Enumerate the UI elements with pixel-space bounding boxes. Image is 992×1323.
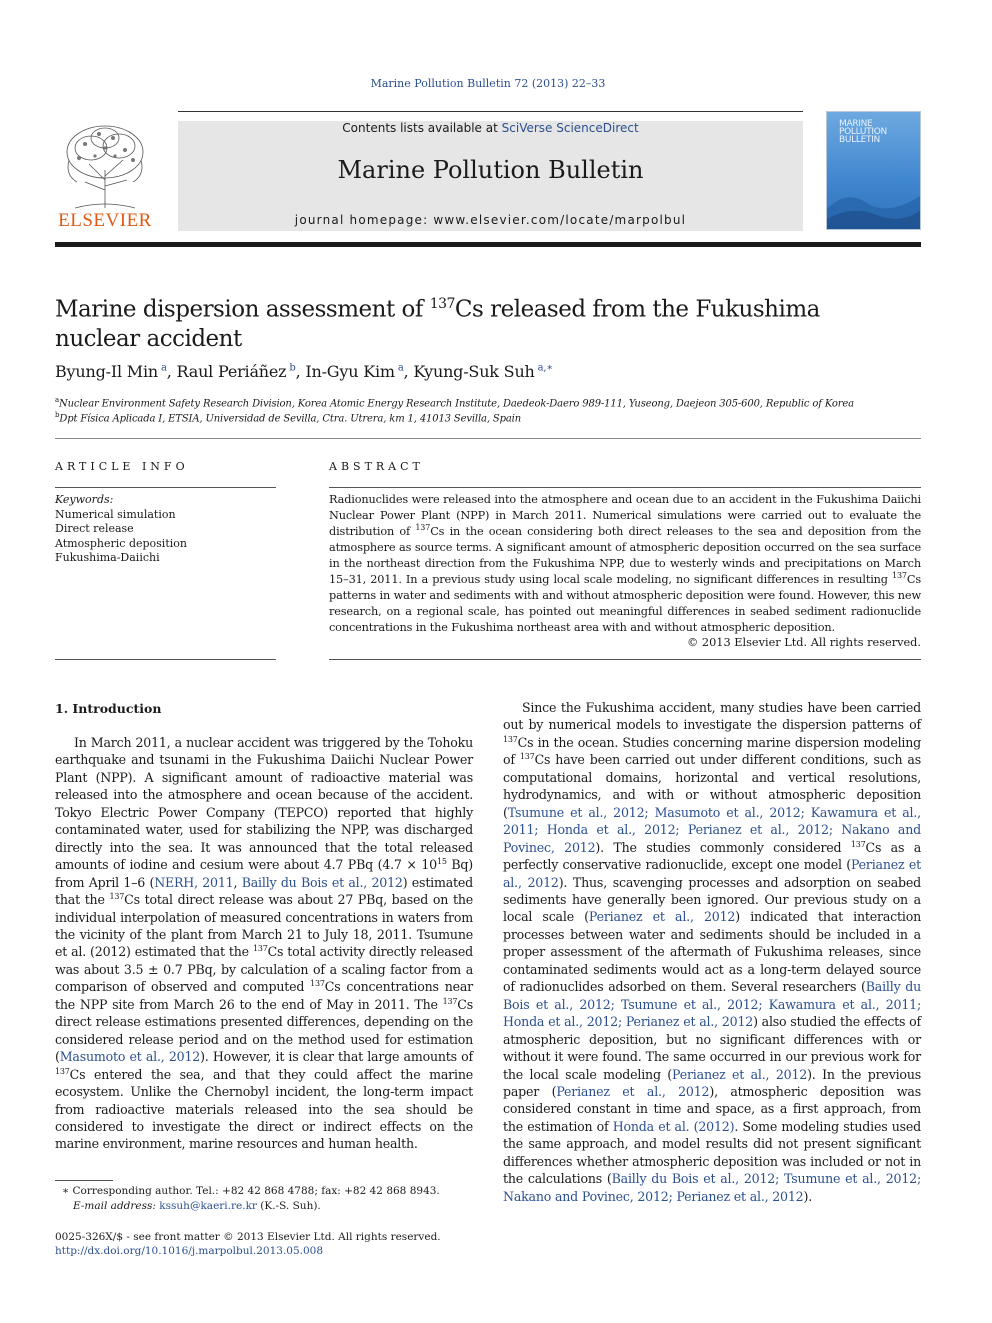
keyword: Atmospheric deposition — [55, 536, 187, 550]
author-affiliation-mark[interactable]: a — [160, 362, 167, 374]
corresponding-author-note: ∗ Corresponding author. Tel.: +82 42 868 4788; fax: +82 42 868 8943. — [62, 1185, 440, 1197]
citation-link[interactable]: Masumoto et al., 2012 — [59, 1049, 201, 1065]
section-heading-introduction: 1. Introduction — [55, 701, 162, 716]
affiliation — [55, 411, 921, 424]
article-info-rule — [55, 487, 276, 488]
header-top-rule — [178, 111, 803, 112]
keywords-label: Keywords: — [55, 493, 114, 506]
citation-link[interactable]: Bailly du Bois et al., 2012 — [241, 874, 403, 890]
citation-link[interactable]: Perianez et al., 2012 — [672, 1066, 808, 1082]
contents-line — [178, 121, 803, 135]
elsevier-logo — [55, 120, 155, 232]
citation-link[interactable]: Bailly du Bois et al., 2012; Tsumune et al., 2012; Nakano and Povinec, 2012; Perianez et al., 2012 — [503, 1171, 921, 1204]
abstract-rule — [329, 487, 921, 488]
sciencedirect-link[interactable]: SciVerse ScienceDirect — [501, 121, 639, 135]
keyword: Direct release — [55, 522, 134, 535]
author-name[interactable]: In-Gyu Kim — [305, 362, 395, 381]
header-thick-rule — [55, 242, 921, 247]
author-list: Byung-Il Min $^a$, Raul Periáñez $^b$, In-Gyu Kim $^a$, Kyung-Suk Suh $^{a,∗}$ — [55, 362, 553, 381]
publisher-name: ELSEVIER — [58, 210, 152, 231]
body-paragraph: Since the Fukushima accident, many studies have been carried out by numerical models to investigate the dispersion patterns of $^{137}$Cs in the ocean. Studies concerning marine dispersion modeling of $^{137}$Cs have been carried out under different conditions, such as computational domains, horizontal and vertical resolutions, hydrodynamics, and with or without atmospheric deposition (Tsumune et al., 2012; Masumoto et al., 2012; Kawamura et al., 2011; Honda et al., 2012; Perianez et al., 2012; Nakano and Povinec, 2012). The studies commonly considered $^{137}$Cs as a perfectly conservative radionuclide, except one model (Perianez et al., 2012). Thus, scavenging processes and adsorption on seabed sediments have generally been ignored. Our previous study on a local scale (Perianez et al., 2012) indicated that interaction processes between water and sediments should be included in a proper assessment of the aftermath of Fukushima releases, since contaminated sediments would act as a long-term delayed source of radionuclides adsorbed on them. Several researchers (Bailly du Bois et al., 2012; Tsumune et al., 2012; Kawamura et al., 2011; Honda et al., 2012; Perianez et al., 2012) also studied the effects of atmospheric deposition, but no significant differences with or without it were found. The same occurred in our previous work for the local scale modeling (Perianez et al., 2012). In the previous paper (Perianez et al., 2012), atmospheric deposition was considered constant in time and space, as a first approach, from the estimation of Honda et al. (2012). Some modeling studies used the same approach, and model results did not present significant differences whether atmospheric deposition was included or not in the calculations (Bailly du Bois et al., 2012; Tsumune et al., 2012; Nakano and Povinec, 2012; Perianez et al., 2012). — [503, 700, 922, 1204]
email-note — [73, 1200, 321, 1212]
article-info-rule — [55, 659, 276, 660]
citation-link[interactable]: Bailly du Bois et al., 2012; Tsumune et al., 2012; Kawamura et al., 2011; Honda et al., 2012; Perianez et al., 2012 — [503, 979, 921, 1030]
elsevier-tree-icon — [55, 120, 155, 212]
journal-cover-image[interactable] — [826, 111, 921, 230]
keyword: Numerical simulation — [55, 507, 176, 521]
abstract-rule — [329, 659, 921, 660]
author-name[interactable]: Kyung-Suk Suh — [413, 362, 535, 381]
email-link[interactable]: kssuh@kaeri.re.kr — [159, 1200, 257, 1212]
affiliation — [55, 396, 921, 409]
author-name[interactable]: Byung-Il Min — [55, 362, 158, 381]
article-info-heading: ARTICLE INFO — [55, 460, 189, 473]
email-label: E-mail address: — [73, 1200, 156, 1212]
email-suffix: (K.-S. Suh). — [256, 1200, 321, 1212]
footnote-rule — [55, 1180, 113, 1181]
journal-homepage[interactable]: journal homepage: www.elsevier.com/locate/marpolbul — [294, 213, 687, 227]
citation-link[interactable]: Tsumune et al., 2012; Masumoto et al., 2012; Kawamura et al., 2011; Honda et al., 2012; Perianez et al., 2012; Nakano and Povinec, 2012 — [503, 804, 921, 855]
body-paragraph: In March 2011, a nuclear accident was triggered by the Tohoku earthquake and tsunami in the Fukushima Daiichi Nuclear Power Plant (NPP). A significant amount of radioactive material was released into the atmosphere and ocean because of the accident. Tokyo Electric Power Company (TEPCO) reported that highly contaminated water, used for stabilizing the NPP, was discharged directly into the sea. It was announced that the total released amounts of iodine and cesium were about 4.7 PBq ($4.7 \times 10^{15}$ Bq) from April 1–6 (NERH, 2011, Bailly du Bois et al., 2012) estimated that the $^{137}$Cs total direct release was about 27 PBq, based on the individual interpolation of measured concentrations in waters from the vicinity of the plant from March 21 to July 18, 2011. Tsumune et al. (2012) estimated that the $^{137}$Cs total activity directly released was about 3.5 ± 0.7 PBq, by calculation of a scaling factor from a comparison of observed and computed $^{137}$Cs concentrations near the NPP site from March 26 to the end of May in 2011. The $^{137}$Cs direct release estimations presented differences, depending on the considered release period and on the method used for estimation (Masumoto et al., 2012). However, it is clear that large amounts of $^{137}$Cs entered the sea, and that they could affect the marine ecosystem. Unlike the Chernobyl incident, the long-term impact from radioactive materials released into the sea should be considered to investigate the direct or indirect effects on the marine environment, marine resources and human health. — [55, 735, 474, 1152]
author-affiliation-mark[interactable]: a — [397, 362, 404, 374]
citation-link[interactable]: Perianez et al., 2012 — [588, 909, 736, 925]
author-affiliation-mark[interactable]: a,∗ — [537, 362, 553, 374]
affiliation-mark: b — [55, 411, 60, 419]
article-title — [55, 290, 855, 354]
abstract-copyright: © 2013 Elsevier Ltd. All rights reserved. — [687, 636, 921, 649]
author-name[interactable]: Raul Periáñez — [176, 362, 287, 381]
affiliation-text: Dpt Física Aplicada I, ETSIA, Universidad de Sevilla, Ctra. Utrera, km 1, 41013 Sevilla, Spain — [59, 413, 521, 425]
abstract-heading: ABSTRACT — [329, 460, 424, 473]
title-part: Marine dispersion assessment of — [55, 296, 430, 323]
cover-title: MARINE POLLUTION BULLETIN — [839, 119, 887, 145]
author-affiliation-mark[interactable]: b — [289, 362, 296, 374]
issn-line: 0025-326X/$ - see front matter © 2013 Elsevier Ltd. All rights reserved. — [55, 1231, 441, 1243]
title-part: Cs released from the Fukushima nuclear accident — [55, 296, 820, 352]
citation-link[interactable]: NERH, 2011 — [154, 874, 234, 890]
cover-wave-icon — [827, 169, 921, 229]
journal-header-box — [178, 121, 803, 231]
doi-link[interactable]: http://dx.doi.org/10.1016/j.marpolbul.2013.05.008 — [55, 1245, 324, 1257]
citation-link[interactable]: Honda et al. (2012) — [612, 1118, 735, 1134]
journal-title: Marine Pollution Bulletin — [337, 156, 644, 184]
journal-citation[interactable]: Marine Pollution Bulletin 72 (2013) 22–33 — [370, 77, 606, 90]
contents-prefix: Contents lists available at — [342, 121, 502, 135]
keywords-block — [55, 493, 276, 566]
affiliation-rule — [55, 438, 921, 439]
abstract-text: Radionuclides were released into the atmosphere and ocean due to an accident in the Fukushima Daiichi Nuclear Power Plant (NPP) in March 2011. Numerical simulations were carried out to evaluate the distribution of $^{137}$Cs in the ocean considering both direct releases to the sea and deposition from the atmosphere as source terms. A significant amount of atmospheric deposition occurred on the sea surface in the northeast direction from the Fukushima NPP, due to westerly winds and precipitations on March 15–31, 2011. In a previous study using local scale modeling, no significant differences in resulting $^{137}$Cs patterns in water and sediments with and without atmospheric deposition were found. However, this new research, on a regional scale, has pointed out meaningful differences in seabed sediment radionuclide concentrations in the Fukushima northeast area with and without atmospheric deposition. — [329, 493, 922, 634]
keyword: Fukushima-Daiichi — [55, 551, 160, 564]
affiliation-text: Nuclear Environment Safety Research Division, Korea Atomic Energy Research Institute, Daedeok-Daero 989-111, Yuseong, Daejeon 305-600, Republic of Korea — [59, 398, 854, 410]
citation-link[interactable]: Perianez et al., 2012 — [556, 1083, 710, 1099]
citation-link[interactable]: Perianez et al., 2012 — [503, 857, 922, 890]
affiliation-mark: a — [55, 396, 60, 404]
title-isotope-mass: 137 — [429, 296, 455, 312]
